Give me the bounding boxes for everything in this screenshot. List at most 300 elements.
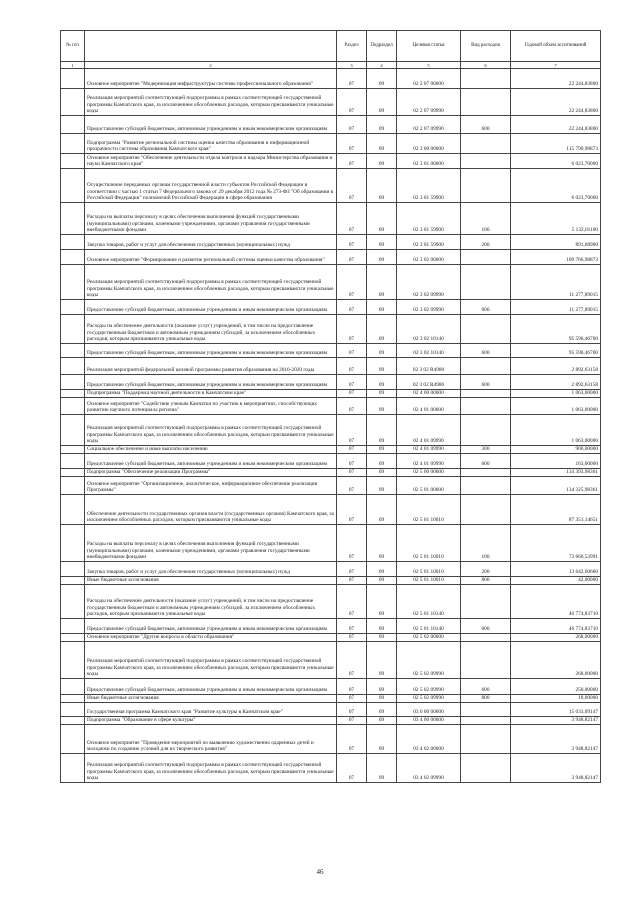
header-expense-type: Вид расходов [461,31,511,62]
cell-razdel: 07 [337,495,367,525]
cell-expense-type: 600 [461,679,511,695]
table-row [61,89,601,116]
cell-amount: 22 244,83800 [511,116,601,134]
cell-target-article: 02 3 02 00000 [397,250,461,265]
cell-target-article: 02 2 07 00000 [397,69,461,89]
table-row [61,577,601,585]
cell-target-article: 02 3 02 R4980 [397,358,461,375]
cell-podrazdel: 09 [367,169,397,203]
cell-podrazdel: 09 [367,585,397,619]
cell-podrazdel: 09 [367,203,397,235]
cell-number [61,585,85,619]
cell-amount: 46 774,83710 [511,585,601,619]
cell-razdel: 07 [337,725,367,754]
cell-amount: 11 277,89015 [511,265,601,300]
cell-expense-type [461,585,511,619]
cell-razdel: 07 [337,358,367,375]
cell-razdel: 07 [337,203,367,235]
cell-target-article: 02 5 01 10010 [397,562,461,577]
cell-target-article: 02 4 01 09990 [397,415,461,446]
cell-name: Реализация мероприятий соответствующей подпрограммы в рамках соответствующей государственной программы Камчатского края, за исключением обособленных расходов, которым присваиваются уникальные коды [85,754,337,783]
cell-razdel: 07 [337,300,367,315]
cell-amount: 1 063,00000 [511,398,601,415]
cell-podrazdel: 09 [367,754,397,783]
cell-number [61,469,85,477]
cell-amount: 163,00000 [511,454,601,469]
cell-razdel: 07 [337,634,367,642]
cell-target-article: 02 5 02 09990 [397,679,461,695]
cell-number [61,703,85,717]
cell-name: Основное мероприятие "Организационное, аналитическое, информационное обеспечение реализации Программы" [85,477,337,495]
cell-expense-type [461,634,511,642]
cell-target-article: 02 3 02 10140 [397,344,461,358]
cell-number [61,642,85,679]
cell-name: Основное мероприятие "Модернизация инфраструктуры системы профессионального образования" [85,69,337,89]
cell-podrazdel: 09 [367,358,397,375]
table-row [61,250,601,265]
cell-target-article: 02 3 02 R4980 [397,375,461,390]
cell-name: Социальное обеспечение и иные выплаты населению [85,446,337,454]
cell-name: Основное мероприятие "Другие вопросы в области образования" [85,634,337,642]
cell-expense-type [461,358,511,375]
table-row [61,634,601,642]
cell-name: Закупка товаров, работ и услуг для обеспечения государственных (муниципальных) нужд [85,235,337,250]
column-number: 2 [85,62,337,69]
cell-podrazdel: 09 [367,89,397,116]
cell-podrazdel: 09 [367,562,397,577]
cell-target-article: 02 5 00 00000 [397,469,461,477]
cell-number [61,695,85,703]
table-row [61,203,601,235]
cell-name: Реализация мероприятий соответствующей подпрограммы в рамках соответствующей государственной программы Камчатского края, за исключением обособленных расходов, которым присваиваются уникальные коды [85,642,337,679]
header-podrazdel: Подраздел [367,31,397,62]
cell-amount: 134 393,98361 [511,469,601,477]
table-row [61,562,601,577]
cell-name: Государственная программа Камчатского края "Развитие культуры в Камчатском крае" [85,703,337,717]
cell-amount: 22 244,83800 [511,69,601,89]
cell-expense-type: 100 [461,525,511,562]
table-row [61,300,601,315]
cell-name: Предоставление субсидий бюджетным, автономным учреждениям и иным некоммерческим организациям [85,619,337,634]
budget-table [60,30,601,783]
cell-podrazdel: 09 [367,679,397,695]
cell-podrazdel: 09 [367,454,397,469]
cell-podrazdel: 09 [367,634,397,642]
cell-number [61,398,85,415]
cell-podrazdel: 09 [367,725,397,754]
cell-expense-type [461,315,511,344]
table-row [61,454,601,469]
cell-target-article: 02 4 01 00000 [397,398,461,415]
cell-expense-type: 600 [461,344,511,358]
cell-amount: 11 277,89015 [511,300,601,315]
header-annual-amount: Годовой объем ассигнований [511,31,601,62]
cell-target-article: 02 5 02 00000 [397,634,461,642]
table-row [61,525,601,562]
cell-amount: 6 023,70000 [511,154,601,169]
cell-amount: 87 351,14651 [511,495,601,525]
cell-target-article: 02 4 00 00000 [397,390,461,398]
cell-razdel: 07 [337,69,367,89]
page-number: 46 [316,868,324,876]
cell-target-article: 02 4 01 09990 [397,446,461,454]
header-name [85,31,337,62]
cell-amount: 891,68900 [511,235,601,250]
table-row [61,642,601,679]
table-row [61,390,601,398]
cell-number [61,69,85,89]
cell-name: Подпрограмма "Обеспечение реализации Программы" [85,469,337,477]
cell-number [61,265,85,300]
cell-razdel: 07 [337,265,367,300]
table-row [61,754,601,783]
table-row [61,235,601,250]
cell-number [61,235,85,250]
cell-target-article: 02 3 02 09990 [397,300,461,315]
cell-amount: 95 596,46700 [511,315,601,344]
table-row [61,415,601,446]
cell-expense-type [461,642,511,679]
cell-number [61,358,85,375]
cell-number [61,454,85,469]
cell-number [61,477,85,495]
cell-expense-type [461,154,511,169]
cell-podrazdel: 09 [367,154,397,169]
cell-target-article: 02 5 01 10140 [397,585,461,619]
table-row [61,116,601,134]
cell-number [61,116,85,134]
cell-podrazdel: 09 [367,69,397,89]
table-row [61,358,601,375]
cell-amount: 115 790,98873 [511,134,601,154]
header-razdel: Раздел [337,31,367,62]
cell-expense-type: 600 [461,116,511,134]
cell-name: Осуществление переданных органам государственной власти субъектов Российской Федерации в соответствии с частью 1 статьи 7 Федерального закона от 29 декабря 2012 года № 273-ФЗ "Об образовании в Российской Федерации" полномочий Российской Федерации в сфере образования [85,169,337,203]
cell-number [61,375,85,390]
cell-name: Основное мероприятие "Обеспечение деятельности отдела контроля и надзора Министерства образования и науки Камчатского края" [85,154,337,169]
cell-amount: 3 948,82147 [511,717,601,725]
cell-number [61,89,85,116]
cell-podrazdel: 09 [367,235,397,250]
cell-amount: 2 892,63158 [511,358,601,375]
cell-razdel: 07 [337,754,367,783]
cell-number [61,562,85,577]
cell-target-article: 02 4 01 09990 [397,454,461,469]
cell-name: Реализация мероприятий соответствующей подпрограммы в рамках соответствующей государственной программы Камчатского края, за исключением обособленных расходов, которым присваиваются уникальные коды [85,415,337,446]
table-row [61,585,601,619]
header-number: № п/п [61,31,85,62]
cell-amount: 6 023,70000 [511,169,601,203]
table-row [61,469,601,477]
cell-number [61,134,85,154]
cell-number [61,250,85,265]
cell-podrazdel: 09 [367,134,397,154]
cell-podrazdel: 09 [367,344,397,358]
cell-razdel: 07 [337,169,367,203]
cell-expense-type: 600 [461,619,511,634]
cell-number [61,415,85,446]
cell-amount: 1 063,00000 [511,390,601,398]
cell-target-article: 02 5 01 10010 [397,495,461,525]
cell-razdel: 07 [337,703,367,717]
cell-expense-type [461,477,511,495]
cell-name: Реализация мероприятий соответствующей подпрограммы в рамках соответствующей государственной программы Камчатского края, за исключением обособленных расходов, которым присваиваются уникальные коды [85,265,337,300]
table-row [61,344,601,358]
table-row [61,169,601,203]
cell-amount: 268,00000 [511,634,601,642]
cell-target-article: 02 5 01 10010 [397,577,461,585]
cell-razdel: 07 [337,315,367,344]
cell-expense-type: 600 [461,300,511,315]
cell-razdel: 07 [337,469,367,477]
cell-podrazdel: 09 [367,265,397,300]
cell-name: Расходы на выплаты персоналу в целях обеспечения выполнения функций государственными (муниципальными) органами, казенными учреждениями, органами управления государственными внебюджетными фондами [85,203,337,235]
cell-name: Реализация мероприятий федеральной целевой программы развития образования на 2016-2020 годы [85,358,337,375]
cell-podrazdel: 09 [367,390,397,398]
cell-number [61,634,85,642]
cell-razdel: 07 [337,642,367,679]
cell-razdel: 07 [337,116,367,134]
cell-target-article: 02 2 07 09990 [397,89,461,116]
table-row [61,619,601,634]
table-row [61,695,601,703]
column-number: 6 [461,62,511,69]
cell-target-article: 02 3 02 10140 [397,315,461,344]
cell-podrazdel: 09 [367,477,397,495]
cell-podrazdel: 09 [367,495,397,525]
cell-amount: 1 063,00000 [511,415,601,446]
cell-number [61,717,85,725]
cell-podrazdel: 09 [367,300,397,315]
cell-amount: 18,00000 [511,695,601,703]
cell-amount: 15 033,09147 [511,703,601,717]
cell-number [61,154,85,169]
cell-name: Расходы на обеспечение деятельности (оказание услуг) учреждений, в том числе на предоставление государственным бюджетным и автономным учреждениям субсидий, за исключением обособленных расходов, которым присваиваются уникальные коды [85,585,337,619]
cell-podrazdel: 09 [367,415,397,446]
cell-target-article: 02 5 02 09990 [397,642,461,679]
cell-number [61,169,85,203]
cell-name: Предоставление субсидий бюджетным, автономным учреждениям и иным некоммерческим организациям [85,679,337,695]
cell-name: Основное мероприятие "Проведение мероприятий по выявлению художественно одаренных детей и молодежи по созданию условий для их творческого развития" [85,725,337,754]
cell-number [61,525,85,562]
cell-amount: 73 666,53991 [511,525,601,562]
table-row [61,265,601,300]
cell-expense-type: 600 [461,375,511,390]
cell-target-article: 02 3 01 59900 [397,169,461,203]
cell-razdel: 07 [337,695,367,703]
cell-amount: 3 948,82147 [511,725,601,754]
cell-expense-type [461,703,511,717]
cell-target-article: 03 4 02 09990 [397,754,461,783]
cell-amount: 250,00000 [511,679,601,695]
cell-number [61,725,85,754]
cell-name: Реализация мероприятий соответствующей подпрограммы в рамках соответствующей государственной программы Камчатского края, за исключением обособленных расходов, которым присваиваются уникальные коды [85,89,337,116]
cell-number [61,390,85,398]
cell-amount: 2 892,63158 [511,375,601,390]
cell-target-article: 02 2 07 09990 [397,116,461,134]
column-number: 3 [337,62,367,69]
cell-podrazdel: 09 [367,116,397,134]
cell-amount: 5 132,01100 [511,203,601,235]
cell-number [61,300,85,315]
table-row [61,477,601,495]
cell-expense-type: 200 [461,235,511,250]
cell-name: Предоставление субсидий бюджетным, автономным учреждениям и иным некоммерческим организациям [85,300,337,315]
cell-name: Подпрограмма "Образование в сфере культуры" [85,717,337,725]
header-target-article: Целевая статья [397,31,461,62]
table-row [61,717,601,725]
cell-razdel: 07 [337,415,367,446]
cell-target-article: 02 3 00 00000 [397,134,461,154]
cell-target-article: 03 4 02 00000 [397,725,461,754]
cell-expense-type: 600 [461,454,511,469]
cell-razdel: 07 [337,525,367,562]
table-row [61,495,601,525]
column-number-row [61,62,601,69]
cell-name: Предоставление субсидий бюджетным, автономным учреждениям и иным некоммерческим организациям [85,116,337,134]
cell-podrazdel: 09 [367,315,397,344]
cell-expense-type [461,134,511,154]
cell-target-article: 03 0 00 00000 [397,703,461,717]
cell-number [61,577,85,585]
table-row [61,398,601,415]
cell-podrazdel: 09 [367,446,397,454]
cell-razdel: 07 [337,398,367,415]
cell-expense-type: 800 [461,577,511,585]
cell-expense-type [461,469,511,477]
cell-name: Закупка товаров, работ и услуг для обеспечения государственных (муниципальных) нужд [85,562,337,577]
cell-amount: 42,00000 [511,577,601,585]
cell-expense-type [461,265,511,300]
cell-podrazdel: 09 [367,577,397,585]
cell-target-article: 02 3 01 59900 [397,203,461,235]
table-row [61,69,601,89]
cell-expense-type [461,89,511,116]
cell-number [61,619,85,634]
column-number: 5 [397,62,461,69]
cell-amount: 46 774,83710 [511,619,601,634]
cell-podrazdel: 09 [367,642,397,679]
column-number: 4 [367,62,397,69]
table-body [61,69,601,783]
table-row [61,375,601,390]
cell-target-article: 02 5 01 10140 [397,619,461,634]
cell-expense-type [461,250,511,265]
cell-razdel: 07 [337,250,367,265]
cell-amount: 13 642,60660 [511,562,601,577]
cell-podrazdel: 09 [367,398,397,415]
table-row [61,725,601,754]
cell-name: Иные бюджетные ассигнования [85,577,337,585]
cell-name: Иные бюджетные ассигнования [85,695,337,703]
cell-razdel: 07 [337,577,367,585]
cell-target-article: 02 5 01 10010 [397,525,461,562]
cell-podrazdel: 09 [367,619,397,634]
cell-razdel: 07 [337,235,367,250]
cell-podrazdel: 09 [367,375,397,390]
cell-target-article: 02 5 02 09990 [397,695,461,703]
cell-razdel: 07 [337,154,367,169]
cell-razdel: 07 [337,679,367,695]
table-row [61,134,601,154]
cell-name: Обеспечение деятельности государственных органов власти (государственных органов) Камчатского края, за исключением обособленных расходов, которым присваиваются уникальные коды [85,495,337,525]
cell-number [61,679,85,695]
cell-number [61,344,85,358]
table-row [61,154,601,169]
cell-name: Расходы на обеспечение деятельности (оказание услуг) учреждений, в том числе на предоставление государственным бюджетным и автономным учреждениям субсидий, за исключением обособленных расходов, которым присваиваются уникальные коды [85,315,337,344]
column-number: 7 [511,62,601,69]
cell-expense-type [461,169,511,203]
cell-target-article: 02 3 01 00000 [397,154,461,169]
cell-podrazdel: 09 [367,703,397,717]
cell-razdel: 07 [337,562,367,577]
cell-number [61,754,85,783]
cell-razdel: 07 [337,454,367,469]
cell-razdel: 07 [337,585,367,619]
cell-target-article: 02 5 01 00000 [397,477,461,495]
cell-number [61,446,85,454]
cell-razdel: 07 [337,717,367,725]
table-row [61,703,601,717]
cell-expense-type [461,495,511,525]
cell-amount: 900,00000 [511,446,601,454]
cell-amount: 109 766,98873 [511,250,601,265]
cell-expense-type [461,725,511,754]
table-row [61,679,601,695]
cell-number [61,203,85,235]
cell-podrazdel: 09 [367,250,397,265]
cell-razdel: 07 [337,446,367,454]
cell-amount: 22 244,83800 [511,89,601,116]
table-row [61,446,601,454]
cell-expense-type [461,754,511,783]
cell-name: Основное мероприятие "Содействие ученым Камчатки по участию в мероприятиях, способствующих развитию научного потенциала региона" [85,398,337,415]
cell-target-article: 03 4 00 00000 [397,717,461,725]
cell-podrazdel: 09 [367,717,397,725]
cell-expense-type [461,69,511,89]
cell-name: Подпрограмма "Поддержка научной деятельности в Камчатском крае" [85,390,337,398]
cell-expense-type: 100 [461,203,511,235]
cell-amount: 95 596,46700 [511,344,601,358]
cell-expense-type [461,398,511,415]
cell-expense-type: 800 [461,695,511,703]
cell-name: Предоставление субсидий бюджетным, автономным учреждениям и иным некоммерческим организациям [85,344,337,358]
cell-expense-type [461,415,511,446]
cell-amount: 3 948,82147 [511,754,601,783]
column-number: 1 [61,62,85,69]
cell-razdel: 07 [337,619,367,634]
table-row [61,315,601,344]
cell-expense-type [461,717,511,725]
cell-razdel: 07 [337,375,367,390]
cell-razdel: 07 [337,390,367,398]
cell-target-article: 02 3 01 59900 [397,235,461,250]
cell-razdel: 07 [337,134,367,154]
cell-expense-type [461,390,511,398]
cell-number [61,495,85,525]
cell-name: Предоставление субсидий бюджетным, автономным учреждениям и иным некоммерческим организациям [85,454,337,469]
cell-podrazdel: 09 [367,525,397,562]
cell-name: Предоставление субсидий бюджетным, автономным учреждениям и иным некоммерческим организациям [85,375,337,390]
cell-amount: 268,00000 [511,642,601,679]
cell-expense-type: 300 [461,446,511,454]
table-header-row [61,31,601,62]
cell-podrazdel: 09 [367,695,397,703]
cell-target-article: 02 3 02 09990 [397,265,461,300]
cell-name: Расходы на выплаты персоналу в целях обеспечения выполнения функций государственными (муниципальными) органами, казенными учреждениями, органами управления государственными внебюджетными фондами [85,525,337,562]
cell-name: Основное мероприятие "Формирование и развитие региональной системы оценки качества образования" [85,250,337,265]
cell-number [61,315,85,344]
